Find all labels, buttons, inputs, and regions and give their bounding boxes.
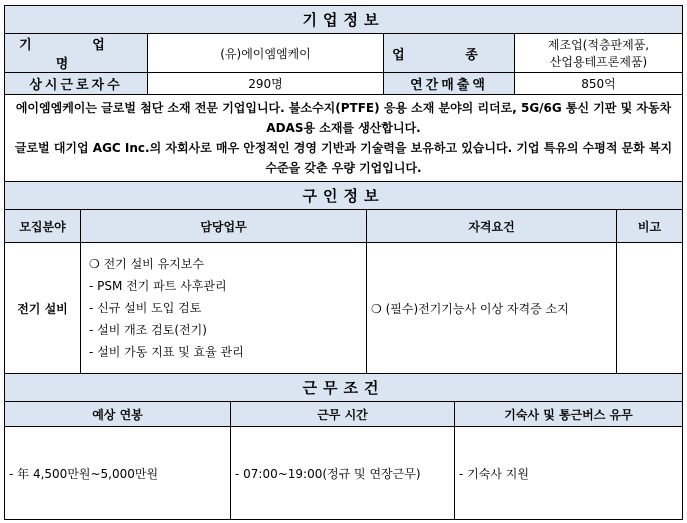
note-header: 비고 (617, 210, 683, 243)
company-intro-paragraph-1: 에이엠엠케이는 글로벌 첨단 소재 전문 기업입니다. 불소수지(PTFE) 응용 소재 분야의 리더로, 5G/6G 통신 기판 및 자동차 ADAS용 소재를 생산합니다. (15, 101, 672, 135)
duty-item: - 설비 개조 검토(전기) (89, 323, 207, 337)
requirement-value: ❍ (필수)전기기능사 이상 자격증 소지 (367, 243, 617, 374)
industry-label: 업 종 (384, 34, 515, 73)
conditions-section-title: 근무조건 (5, 374, 683, 402)
dorm-value: - 기숙사 지원 (455, 427, 683, 520)
hours-value: - 07:00~19:00(정규 및 연장근무) (231, 427, 455, 520)
company-name-value: (유)에이엠엠케이 (148, 34, 384, 73)
company-name-label: 기 업 명 (5, 34, 148, 73)
industry-value (515, 34, 683, 73)
hours-header: 근무 시간 (231, 402, 455, 427)
job-info-table (4, 181, 683, 374)
company-intro (5, 95, 683, 182)
job-section-title: 구인정보 (5, 182, 683, 210)
industry-value-line2: 산업용테프론제품) (549, 55, 648, 69)
job-posting (4, 5, 682, 520)
duty-item: - 신규 설비 도입 검토 (89, 301, 202, 315)
company-info-table (4, 5, 683, 182)
duties-header: 담당업무 (81, 210, 367, 243)
recruit-field: 전기 설비 (5, 243, 81, 374)
duty-item: - PSM 전기 파트 사후관리 (89, 279, 227, 293)
revenue-value: 850억 (515, 73, 683, 95)
salary-value: - 年 4,500만원~5,000만원 (5, 427, 231, 520)
company-section-title: 기업정보 (5, 6, 683, 34)
employees-value: 290명 (148, 73, 384, 95)
duties-list (81, 243, 367, 374)
field-header: 모집분야 (5, 210, 81, 243)
note-value (617, 243, 683, 374)
duty-item: - 설비 가동 지표 및 효율 관리 (89, 345, 244, 359)
duty-item: ❍ 전기 설비 유지보수 (89, 257, 204, 271)
industry-value-line1: 제조업(적층판제품, (547, 38, 650, 52)
conditions-table (4, 373, 683, 520)
employees-label: 상시근로자수 (5, 73, 148, 95)
salary-header: 예상 연봉 (5, 402, 231, 427)
revenue-label: 연간매출액 (384, 73, 515, 95)
company-intro-paragraph-2: 글로벌 대기업 AGC Inc.의 자회사로 매우 안정적인 경영 기반과 기술력을 보유하고 있습니다. 기업 특유의 수평적 문화 복지 수준을 갖춘 우량 기업입니다. (14, 141, 673, 175)
requirements-header: 자격요건 (367, 210, 617, 243)
dorm-header: 기숙사 및 통근버스 유무 (455, 402, 683, 427)
